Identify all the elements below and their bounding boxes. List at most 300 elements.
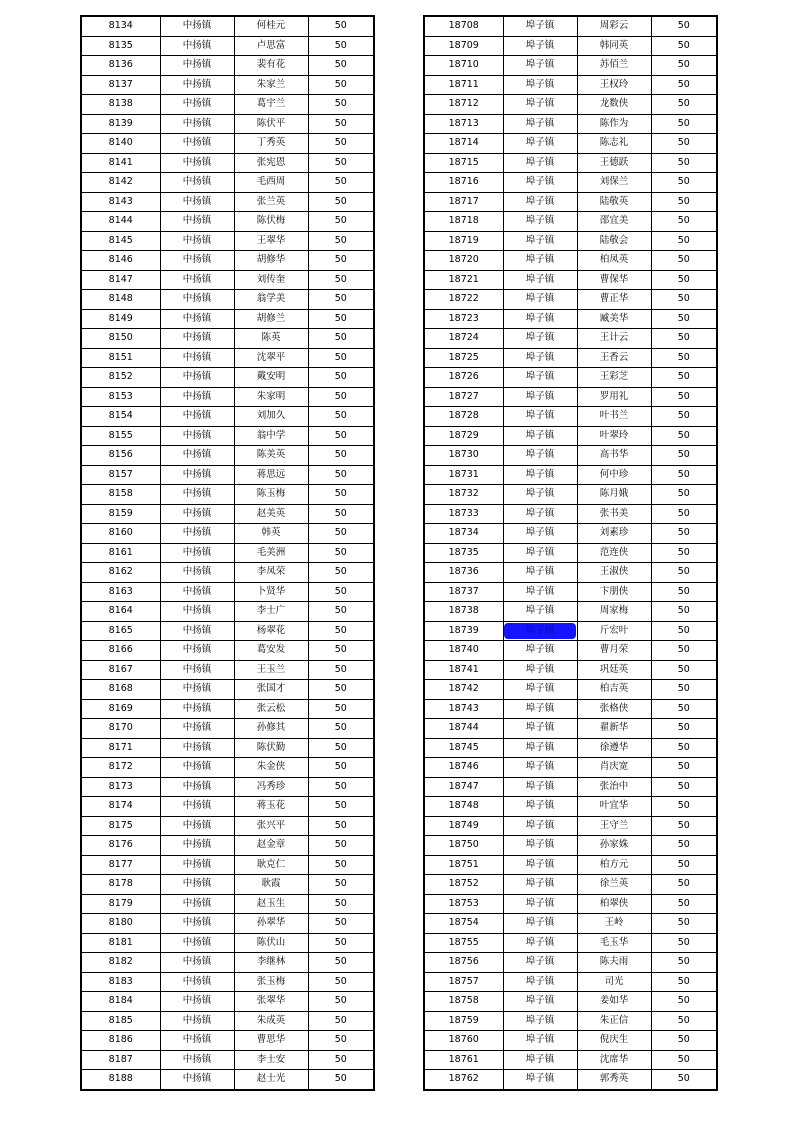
id-cell: 18735 [424,543,503,563]
id-cell: 18720 [424,251,503,271]
table-row [424,270,717,290]
name-cell: 蒋思远 [234,465,308,485]
town-cell: 中扬镇 [160,348,234,368]
town-cell: 中扬镇 [160,738,234,758]
id-cell: 8184 [81,992,160,1012]
table-row [424,875,717,895]
amount-cell: 50 [651,758,717,778]
table-row [81,1050,374,1070]
town-cell: 中扬镇 [160,114,234,134]
town-cell: 埠子镇 [503,777,577,797]
id-cell: 18744 [424,719,503,739]
name-cell: 张宪恩 [234,153,308,173]
name-cell: 毛美洲 [234,543,308,563]
amount-cell: 50 [651,36,717,56]
table-row [424,368,717,388]
town-cell: 中扬镇 [160,855,234,875]
name-cell: 丁秀英 [234,134,308,154]
table-row [81,914,374,934]
id-cell: 18760 [424,1031,503,1051]
town-cell: 埠子镇 [503,524,577,544]
id-cell: 18709 [424,36,503,56]
amount-cell: 50 [651,329,717,349]
amount-cell: 50 [308,855,374,875]
amount-cell: 50 [308,95,374,115]
id-cell: 8168 [81,680,160,700]
amount-cell: 50 [651,660,717,680]
id-cell: 18753 [424,894,503,914]
town-cell: 埠子镇 [503,738,577,758]
name-cell: 柏凤英 [577,251,651,271]
name-cell: 陈美英 [234,446,308,466]
table-row [81,758,374,778]
table-row [81,16,374,36]
id-cell: 8161 [81,543,160,563]
id-cell: 8143 [81,192,160,212]
name-cell: 叶宜华 [577,797,651,817]
amount-cell: 50 [651,563,717,583]
id-cell: 8151 [81,348,160,368]
town-cell: 中扬镇 [160,992,234,1012]
amount-cell: 50 [308,933,374,953]
table-row [81,621,374,641]
town-cell: 埠子镇 [503,387,577,407]
id-cell: 8142 [81,173,160,193]
town-cell: 埠子镇 [503,875,577,895]
table-row [81,173,374,193]
name-cell: 柏翠侠 [577,894,651,914]
town-cell: 埠子镇 [503,114,577,134]
name-cell: 张格侠 [577,699,651,719]
id-cell: 18739 [424,621,503,641]
amount-cell: 50 [308,563,374,583]
town-cell: 埠子镇 [503,348,577,368]
table-row [424,777,717,797]
amount-cell: 50 [308,251,374,271]
id-cell: 8187 [81,1050,160,1070]
id-cell: 18750 [424,836,503,856]
highlighted-town-cell [503,621,577,641]
table-row [424,16,717,36]
name-cell: 胡修兰 [234,309,308,329]
town-cell: 埠子镇 [503,134,577,154]
amount-cell: 50 [651,407,717,427]
town-cell: 埠子镇 [503,543,577,563]
name-cell: 耿霞 [234,875,308,895]
town-cell: 埠子镇 [503,465,577,485]
table-row [424,680,717,700]
town-cell: 埠子镇 [503,446,577,466]
name-cell: 翟新华 [577,719,651,739]
name-cell: 葛安发 [234,641,308,661]
table-row [81,992,374,1012]
name-cell: 陈月娥 [577,485,651,505]
name-cell: 葛宇兰 [234,95,308,115]
id-cell: 8159 [81,504,160,524]
amount-cell: 50 [651,465,717,485]
table-row [81,231,374,251]
amount-cell: 50 [308,407,374,427]
amount-cell: 50 [308,972,374,992]
amount-cell: 50 [651,1070,717,1090]
table-row [81,855,374,875]
table-row [424,95,717,115]
id-cell: 18710 [424,56,503,76]
town-cell: 中扬镇 [160,212,234,232]
name-cell: 张国才 [234,680,308,700]
table-row [424,602,717,622]
amount-cell: 50 [651,524,717,544]
table-row [81,699,374,719]
id-cell: 18745 [424,738,503,758]
town-cell: 中扬镇 [160,75,234,95]
town-cell: 中扬镇 [160,972,234,992]
id-cell: 18712 [424,95,503,115]
id-cell: 18743 [424,699,503,719]
town-cell: 埠子镇 [503,95,577,115]
table-row [424,1050,717,1070]
id-cell: 8179 [81,894,160,914]
table-row [424,290,717,310]
name-cell: 陈夫雨 [577,953,651,973]
town-cell: 中扬镇 [160,56,234,76]
name-cell: 胡修华 [234,251,308,271]
name-cell: 张治中 [577,777,651,797]
selection-highlight: 埠子镇 [504,623,576,639]
table-row [81,602,374,622]
id-cell: 8176 [81,836,160,856]
name-cell: 臧美华 [577,309,651,329]
name-cell: 叶翠玲 [577,426,651,446]
id-cell: 8169 [81,699,160,719]
table-row [81,465,374,485]
amount-cell: 50 [308,16,374,36]
amount-cell: 50 [308,1050,374,1070]
table-row [424,621,717,641]
town-cell: 埠子镇 [503,914,577,934]
amount-cell: 50 [651,387,717,407]
table-row [81,36,374,56]
town-cell: 中扬镇 [160,153,234,173]
town-cell: 埠子镇 [503,309,577,329]
table-row [424,582,717,602]
id-cell: 18719 [424,231,503,251]
amount-cell: 50 [308,992,374,1012]
id-cell: 8167 [81,660,160,680]
name-cell: 李凤荣 [234,563,308,583]
table-row [81,1031,374,1051]
table-row [81,875,374,895]
town-cell: 埠子镇 [503,1070,577,1090]
table-row [424,75,717,95]
table-row [81,192,374,212]
town-cell: 中扬镇 [160,1011,234,1031]
id-cell: 8183 [81,972,160,992]
name-cell: 张翠华 [234,992,308,1012]
id-cell: 8144 [81,212,160,232]
name-cell: 朱金侠 [234,758,308,778]
name-cell: 韩英 [234,524,308,544]
name-cell: 王翠华 [234,231,308,251]
name-cell: 赵金章 [234,836,308,856]
town-cell: 中扬镇 [160,816,234,836]
town-cell: 埠子镇 [503,758,577,778]
town-cell: 埠子镇 [503,426,577,446]
id-cell: 8140 [81,134,160,154]
town-cell: 埠子镇 [503,1011,577,1031]
id-cell: 8162 [81,563,160,583]
id-cell: 8177 [81,855,160,875]
table-row [424,465,717,485]
table-row [81,56,374,76]
id-cell: 8136 [81,56,160,76]
amount-cell: 50 [651,582,717,602]
id-cell: 18717 [424,192,503,212]
town-cell: 中扬镇 [160,251,234,271]
amount-cell: 50 [651,894,717,914]
amount-cell: 50 [651,446,717,466]
id-cell: 18736 [424,563,503,583]
name-cell: 周彩云 [577,16,651,36]
id-cell: 8174 [81,797,160,817]
name-cell: 朱正信 [577,1011,651,1031]
id-cell: 8160 [81,524,160,544]
town-cell: 埠子镇 [503,270,577,290]
id-cell: 8149 [81,309,160,329]
name-cell: 司光 [577,972,651,992]
id-cell: 8153 [81,387,160,407]
town-cell: 中扬镇 [160,602,234,622]
table-row [424,1031,717,1051]
id-cell: 18725 [424,348,503,368]
town-cell: 埠子镇 [503,992,577,1012]
amount-cell: 50 [651,212,717,232]
name-cell: 裴有花 [234,56,308,76]
amount-cell: 50 [651,56,717,76]
amount-cell: 50 [651,972,717,992]
name-cell: 陆敬会 [577,231,651,251]
amount-cell: 50 [308,914,374,934]
town-cell: 中扬镇 [160,641,234,661]
name-cell: 邵宜美 [577,212,651,232]
id-cell: 18715 [424,153,503,173]
amount-cell: 50 [308,660,374,680]
name-cell: 卞朋侠 [577,582,651,602]
id-cell: 18731 [424,465,503,485]
name-cell: 王香云 [577,348,651,368]
town-cell: 中扬镇 [160,36,234,56]
amount-cell: 50 [651,504,717,524]
amount-cell: 50 [308,446,374,466]
amount-cell: 50 [308,153,374,173]
amount-cell: 50 [308,387,374,407]
name-cell: 刘传奎 [234,270,308,290]
table-row [81,95,374,115]
table-row [424,387,717,407]
name-cell: 赵玉生 [234,894,308,914]
name-cell: 高书华 [577,446,651,466]
town-cell: 中扬镇 [160,329,234,349]
town-cell: 埠子镇 [503,953,577,973]
amount-cell: 50 [651,75,717,95]
amount-cell: 50 [651,348,717,368]
id-cell: 18734 [424,524,503,544]
name-cell: 柏方元 [577,855,651,875]
id-cell: 8154 [81,407,160,427]
town-cell: 埠子镇 [503,290,577,310]
id-cell: 18757 [424,972,503,992]
town-cell: 埠子镇 [503,192,577,212]
id-cell: 18730 [424,446,503,466]
town-cell: 中扬镇 [160,134,234,154]
id-cell: 8165 [81,621,160,641]
id-cell: 18742 [424,680,503,700]
amount-cell: 50 [651,875,717,895]
amount-cell: 50 [308,426,374,446]
id-cell: 18738 [424,602,503,622]
name-cell: 陈伏平 [234,114,308,134]
id-cell: 8164 [81,602,160,622]
amount-cell: 50 [308,114,374,134]
amount-cell: 50 [651,270,717,290]
id-cell: 8147 [81,270,160,290]
id-cell: 18713 [424,114,503,134]
amount-cell: 50 [308,368,374,388]
id-cell: 8173 [81,777,160,797]
amount-cell: 50 [651,602,717,622]
table-row [81,738,374,758]
table-row [424,114,717,134]
amount-cell: 50 [308,465,374,485]
town-cell: 埠子镇 [503,582,577,602]
name-cell: 曹思华 [234,1031,308,1051]
name-cell: 徐遵华 [577,738,651,758]
name-cell: 陈英 [234,329,308,349]
id-cell: 18746 [424,758,503,778]
id-cell: 8145 [81,231,160,251]
name-cell: 郭秀英 [577,1070,651,1090]
amount-cell: 50 [651,933,717,953]
name-cell: 龙数侠 [577,95,651,115]
town-cell: 埠子镇 [503,56,577,76]
table-row [81,75,374,95]
id-cell: 18724 [424,329,503,349]
name-cell: 陈伏山 [234,933,308,953]
table-row [424,407,717,427]
amount-cell: 50 [651,992,717,1012]
name-cell: 王计云 [577,329,651,349]
table-row [81,797,374,817]
name-cell: 斤宏叶 [577,621,651,641]
table-row [81,485,374,505]
town-cell: 中扬镇 [160,465,234,485]
id-cell: 8163 [81,582,160,602]
amount-cell: 50 [308,738,374,758]
town-cell: 埠子镇 [503,719,577,739]
id-cell: 8182 [81,953,160,973]
table-row [81,777,374,797]
id-cell: 8148 [81,290,160,310]
name-cell: 王玉兰 [234,660,308,680]
name-cell: 卜贤华 [234,582,308,602]
amount-cell: 50 [651,914,717,934]
town-cell: 埠子镇 [503,563,577,583]
table-row [424,758,717,778]
town-cell: 中扬镇 [160,290,234,310]
table-row [81,153,374,173]
id-cell: 18754 [424,914,503,934]
name-cell: 王德跃 [577,153,651,173]
amount-cell: 50 [308,231,374,251]
table-row [424,699,717,719]
amount-cell: 50 [308,582,374,602]
town-cell: 埠子镇 [503,212,577,232]
table-row [424,797,717,817]
table-row [424,855,717,875]
name-cell: 何桂元 [234,16,308,36]
town-cell: 埠子镇 [503,407,577,427]
town-cell: 中扬镇 [160,914,234,934]
name-cell: 柏吉英 [577,680,651,700]
id-cell: 18737 [424,582,503,602]
amount-cell: 50 [651,797,717,817]
amount-cell: 50 [308,1031,374,1051]
table-row [424,309,717,329]
name-cell: 王淑侠 [577,563,651,583]
amount-cell: 50 [651,114,717,134]
id-cell: 18755 [424,933,503,953]
name-cell: 李士安 [234,1050,308,1070]
name-cell: 曹月荣 [577,641,651,661]
id-cell: 18733 [424,504,503,524]
town-cell: 埠子镇 [503,855,577,875]
town-cell: 埠子镇 [503,797,577,817]
amount-cell: 50 [651,719,717,739]
town-cell: 中扬镇 [160,660,234,680]
name-cell: 苏佰兰 [577,56,651,76]
id-cell: 8158 [81,485,160,505]
amount-cell: 50 [308,777,374,797]
id-cell: 8138 [81,95,160,115]
amount-cell: 50 [308,524,374,544]
name-cell: 赵士光 [234,1070,308,1090]
town-cell: 中扬镇 [160,173,234,193]
town-cell: 埠子镇 [503,173,577,193]
name-cell: 孙翠华 [234,914,308,934]
id-cell: 8178 [81,875,160,895]
name-cell: 陈伏梅 [234,212,308,232]
town-cell: 中扬镇 [160,836,234,856]
table-row [424,56,717,76]
amount-cell: 50 [308,816,374,836]
table-row [424,953,717,973]
name-cell: 何中珍 [577,465,651,485]
name-cell: 朱家明 [234,387,308,407]
name-cell: 韩同英 [577,36,651,56]
name-cell: 肖庆宽 [577,758,651,778]
table-row [424,173,717,193]
town-cell: 中扬镇 [160,543,234,563]
id-cell: 8188 [81,1070,160,1090]
amount-cell: 50 [651,777,717,797]
table-row [424,933,717,953]
id-cell: 18756 [424,953,503,973]
id-cell: 8137 [81,75,160,95]
table-row [424,426,717,446]
amount-cell: 50 [651,855,717,875]
id-cell: 8186 [81,1031,160,1051]
table-row [81,972,374,992]
